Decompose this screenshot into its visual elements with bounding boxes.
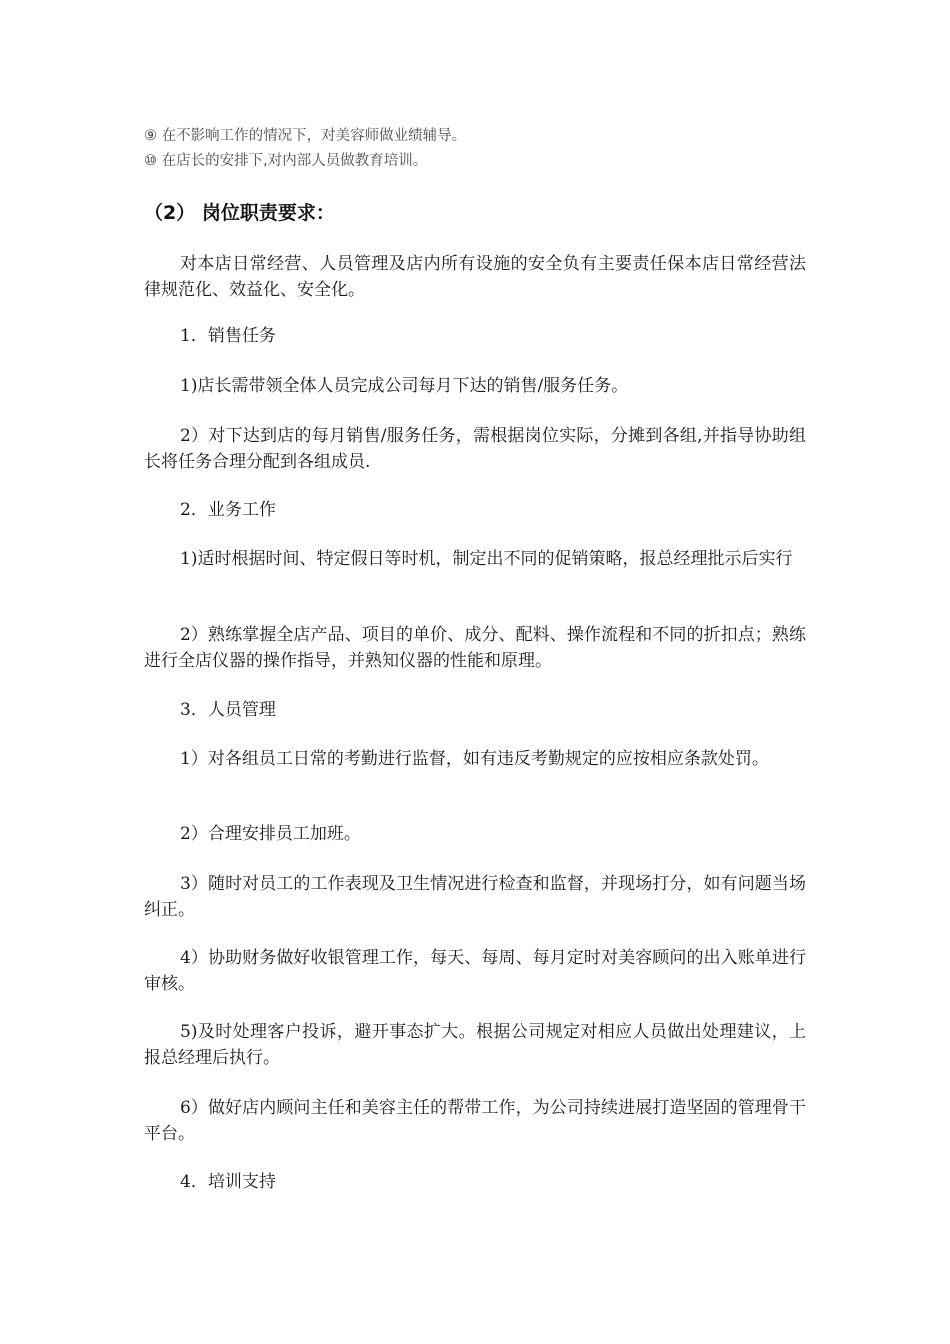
intro-line-9: ⑨ 在不影响工作的情况下，对美容师做业绩辅导。	[144, 128, 467, 144]
section-heading: （2） 岗位职责要求：	[144, 202, 335, 224]
item-heading-training: 4．培训支持	[180, 1172, 276, 1192]
paragraph: 2）对下达到店的每月销售/服务任务，需根据岗位实际，分摊到各组,并指导协助组长将任务合理分配到各组成员.	[144, 426, 806, 472]
paragraph-summary: 对本店日常经营、人员管理及店内所有设施的安全负有主要责任保本店日常经营法律规范化、效益化、安全化。	[144, 254, 806, 300]
paragraph: 2）熟练掌握全店产品、项目的单价、成分、配料、操作流程和不同的折扣点；熟练进行全店仪器的操作指导，并熟知仪器的性能和原理。	[144, 625, 806, 671]
item-heading-personnel: 3．人员管理	[180, 700, 276, 720]
paragraph: 3）随时对员工的工作表现及卫生情况进行检查和监督，并现场打分，如有问题当场纠正。	[144, 874, 806, 920]
paragraph: 4）协助财务做好收银管理工作，每天、每周、每月定时对美容顾问的出入账单进行审核。	[144, 948, 806, 994]
paragraph: 1）对各组员工日常的考勤进行监督，如有违反考勤规定的应按相应条款处罚。	[180, 749, 769, 769]
item-heading-sales: 1．销售任务	[180, 326, 276, 346]
paragraph: 1)店长需带领全体人员完成公司每月下达的销售/服务任务。	[180, 376, 629, 396]
paragraph: 5)及时处理客户投诉，避开事态扩大。根据公司规定对相应人员做出处理建议，上报总经理后执行。	[144, 1022, 806, 1068]
paragraph: 2）合理安排员工加班。	[180, 824, 361, 844]
item-heading-business: 2．业务工作	[180, 500, 276, 520]
paragraph: 1)适时根据时间、特定假日等时机，制定出不同的促销策略，报总经理批示后实行	[180, 549, 793, 569]
intro-line-10: ⑩ 在店长的安排下,对内部人员做教育培训。	[144, 153, 428, 169]
paragraph: 6）做好店内顾问主任和美容主任的帮带工作，为公司持续进展打造坚固的管理骨干平台。	[144, 1098, 806, 1144]
